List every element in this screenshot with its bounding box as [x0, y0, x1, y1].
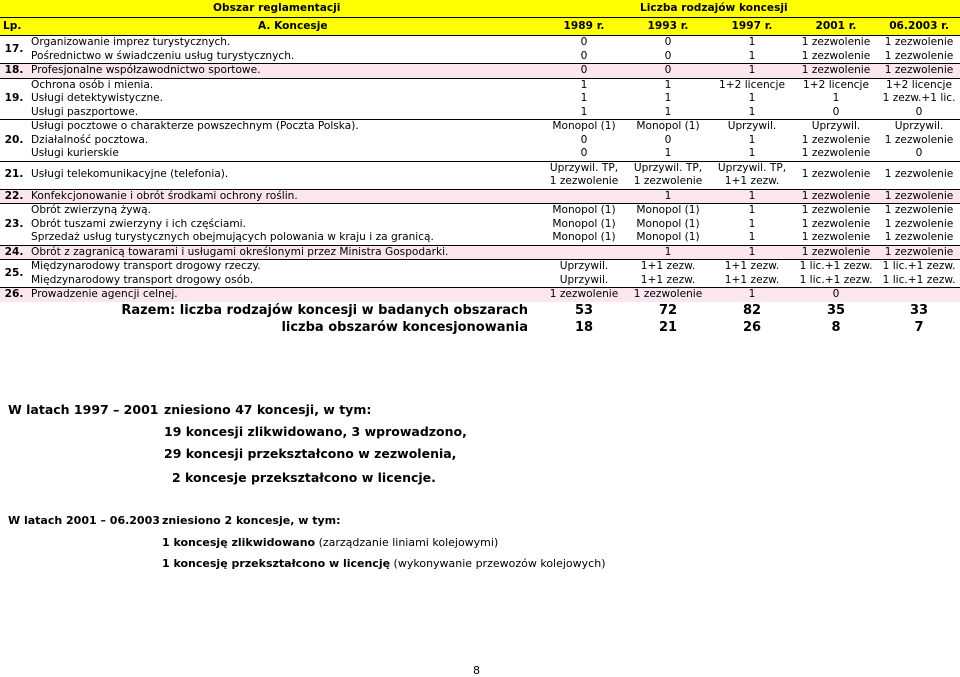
value-text: Uprzywil.: [559, 260, 609, 272]
area-title: Obszar reglamentacji: [28, 0, 542, 18]
total-value: 35: [826, 302, 846, 318]
value-text: 1 zezwolenie: [801, 36, 871, 48]
year-1993: 1993 r.: [626, 18, 710, 36]
value-text: 1: [580, 78, 588, 91]
value-cell: [542, 36, 626, 64]
row-item-text: Obrót tuszami zwierzyny i ich częściami.: [31, 217, 246, 230]
value-text: 1 zezwolenie: [884, 204, 954, 216]
value-cell: [794, 36, 878, 64]
value-text: 1: [748, 245, 756, 258]
value-cell: [710, 161, 794, 189]
value-text: 1 zezwolenie: [801, 231, 871, 243]
value-cell: [626, 189, 710, 204]
value-cell: [626, 78, 710, 120]
value-text: Uprzywil. TP,: [717, 161, 787, 174]
total-label-1: Razem: liczba rodzajów koncesji w badanych obszarach: [121, 302, 528, 318]
value-cell: [542, 189, 626, 204]
value-cell: [542, 120, 626, 162]
value-cell: [878, 78, 960, 120]
value-text: 1+1 zezw.: [724, 273, 780, 286]
value-cell: [710, 120, 794, 162]
table: [0, 0, 960, 336]
row-item-text: Profesjonalne współzawodnictwo sportowe.: [31, 64, 261, 76]
row-items: [28, 189, 542, 204]
total-value: 82: [742, 302, 762, 318]
value-text: Monopol (1): [552, 217, 616, 230]
value-cell: [626, 288, 710, 302]
value-text: 1: [664, 105, 672, 118]
table-row: [0, 36, 960, 64]
value-text: 1 zezwolenie: [801, 168, 871, 181]
value-text: Monopol (1): [636, 231, 700, 243]
value-text: Monopol (1): [636, 217, 700, 230]
value-text: Uprzywil. TP,: [549, 161, 619, 174]
row-item-text: Sprzedaż usług turystycznych obejmujących polowania w kraju i za granicą.: [31, 231, 434, 243]
value-text: 1 lic.+1 zezw.: [799, 260, 873, 272]
value-text: 1: [832, 92, 840, 104]
value-text: Uprzywil.: [727, 120, 777, 132]
value-text: 1+1 zezw.: [724, 175, 780, 187]
year-1989: 1989 r.: [542, 18, 626, 36]
row-item-text: Prowadzenie agencji celnej.: [31, 288, 178, 300]
row-item-text: Międzynarodowy transport drogowy osób.: [31, 273, 254, 286]
value-text: 0: [580, 36, 588, 48]
header-row-top: [0, 0, 960, 18]
value-text: 0: [915, 147, 923, 159]
value-cell: [626, 260, 710, 288]
value-cell: [878, 120, 960, 162]
total-value: 21: [658, 319, 678, 335]
value-text: 1+2 licencje: [886, 78, 952, 91]
total-value: 53: [574, 302, 594, 318]
p2-line-2: [162, 557, 605, 570]
value-text: 1: [748, 231, 756, 243]
row-item-text: Obrót zwierzyną żywą.: [31, 204, 151, 216]
value-cell: [710, 78, 794, 120]
row-items: [28, 245, 542, 260]
total-1989: [542, 302, 626, 336]
value-text: Monopol (1): [552, 231, 616, 243]
value-cell: [542, 245, 626, 260]
row-number: 20.: [0, 120, 28, 162]
value-text: 1: [748, 288, 756, 300]
value-text: 1 lic.+1 zezw.: [882, 260, 956, 272]
value-cell: [710, 64, 794, 79]
row-item-text: Usługi detektywistyczne.: [31, 92, 164, 104]
value-text: 1: [748, 189, 756, 202]
value-text: 1: [748, 217, 756, 230]
value-cell: [794, 120, 878, 162]
table-row: [0, 260, 960, 288]
value-text: Uprzywil.: [894, 120, 944, 132]
col-lp: Lp.: [0, 18, 28, 36]
value-text: 0: [580, 64, 588, 76]
value-text: 1: [664, 78, 672, 91]
value-cell: [794, 288, 878, 302]
total-row: [0, 302, 960, 336]
value-text: Monopol (1): [636, 204, 700, 216]
row-item-text: Obrót z zagranicą towarami i usługami określonymi przez Ministra Gospodarki.: [31, 245, 449, 258]
value-text: 1 zezwolenie: [801, 189, 871, 202]
value-text: 0: [664, 36, 672, 48]
total-value: 8: [831, 319, 841, 335]
value-cell: [542, 161, 626, 189]
row-number: 21.: [0, 161, 28, 189]
value-text: 1 zezwolenie: [801, 245, 871, 258]
row-items: [28, 260, 542, 288]
value-cell: [626, 204, 710, 246]
total-value: 26: [742, 319, 762, 335]
value-cell: [626, 36, 710, 64]
row-items: [28, 78, 542, 120]
row-number: 22.: [0, 189, 28, 204]
value-cell: [794, 78, 878, 120]
value-text: 0: [832, 288, 840, 300]
total-label: [28, 302, 542, 336]
row-items: [28, 288, 542, 302]
row-item-text: Pośrednictwo w świadczeniu usług turystycznych.: [31, 49, 295, 62]
value-cell: [542, 288, 626, 302]
p1-line-2: 29 koncesji przekształcono w zezwolenia,: [164, 446, 457, 461]
value-cell: [878, 161, 960, 189]
value-text: 1 zezwolenie: [884, 245, 954, 258]
value-text: 1 lic.+1 zezw.: [882, 273, 956, 286]
header-row-years: [0, 18, 960, 36]
table-row: [0, 245, 960, 260]
value-cell: [878, 64, 960, 79]
value-text: 1+1 zezw.: [640, 273, 696, 286]
row-number: 26.: [0, 288, 28, 302]
p1-line-3: 2 koncesje przekształcono w licencje.: [172, 470, 436, 485]
value-text: 1 zezwolenie: [633, 288, 703, 300]
row-item-text: Usługi kurierskie: [31, 147, 119, 159]
total-value: 33: [909, 302, 929, 318]
value-cell: [710, 288, 794, 302]
p2-line-2-bold: 1 koncesję przekształcono w licencję: [162, 557, 391, 570]
value-text: 0: [915, 105, 923, 118]
value-text: 1+2 licencje: [803, 78, 869, 91]
p2-line-1-rest: (zarządzanie liniami kolejowymi): [315, 536, 499, 549]
value-text: 1+1 zezw.: [640, 260, 696, 272]
value-text: 1: [748, 36, 756, 48]
value-text: 1 zezwolenie: [633, 175, 703, 187]
value-cell: [878, 189, 960, 204]
value-text: 1: [748, 204, 756, 216]
value-text: 1 zezw.+1 lic.: [882, 92, 956, 104]
value-text: 0: [580, 133, 588, 146]
total-value: 72: [658, 302, 678, 318]
col-name: A. Koncesje: [28, 18, 542, 36]
row-number: 23.: [0, 204, 28, 246]
value-text: 1: [664, 92, 672, 104]
value-text: 1 zezwolenie: [884, 133, 954, 146]
value-text: 1+2 licencje: [719, 78, 785, 91]
value-cell: [626, 161, 710, 189]
value-text: Monopol (1): [552, 120, 616, 132]
value-cell: [878, 36, 960, 64]
year-2001: 2001 r.: [794, 18, 878, 36]
value-text: Uprzywil.: [811, 120, 861, 132]
value-text: Uprzywil. TP,: [633, 161, 703, 174]
value-text: 1 zezwolenie: [884, 231, 954, 243]
row-items: [28, 120, 542, 162]
row-item-text: Międzynarodowy transport drogowy rzeczy.: [31, 260, 261, 272]
table-row: [0, 120, 960, 162]
value-text: 1 zezwolenie: [884, 49, 954, 62]
value-cell: [710, 260, 794, 288]
row-number: 19.: [0, 78, 28, 120]
p2-line-2-rest: (wykonywanie przewozów kolejowych): [390, 557, 606, 570]
table-row: [0, 204, 960, 246]
row-item-text: Działalność pocztowa.: [31, 133, 149, 146]
p2-line-1: [162, 536, 498, 549]
year-1997: 1997 r.: [710, 18, 794, 36]
p2-line-1-bold: 1 koncesję zlikwidowano: [162, 536, 316, 549]
value-cell: [542, 204, 626, 246]
value-text: 1 zezwolenie: [801, 147, 871, 159]
value-text: 1 zezwolenie: [884, 168, 954, 181]
row-number: 25.: [0, 260, 28, 288]
value-text: 1 zezwolenie: [801, 49, 871, 62]
value-text: 1 zezwolenie: [884, 189, 954, 202]
value-text: 1: [580, 105, 588, 118]
page-number: 8: [473, 664, 480, 677]
value-text: 1 lic.+1 zezw.: [799, 273, 873, 286]
row-items: [28, 204, 542, 246]
table-row: [0, 64, 960, 79]
value-cell: [542, 260, 626, 288]
value-text: 0: [664, 64, 672, 76]
value-text: Uprzywil.: [559, 273, 609, 286]
value-cell: [878, 204, 960, 246]
value-text: 1: [748, 49, 756, 62]
value-text: 1 zezwolenie: [884, 36, 954, 48]
value-cell: [626, 245, 710, 260]
row-item-text: Usługi pocztowe o charakterze powszechnym (Poczta Polska).: [31, 120, 359, 132]
total-1993: [626, 302, 710, 336]
value-text: Monopol (1): [552, 204, 616, 216]
value-text: 1 zezwolenie: [801, 217, 871, 230]
value-text: 1 zezwolenie: [801, 64, 871, 76]
value-text: 1: [748, 105, 756, 118]
count-title: Liczba rodzajów koncesji: [542, 0, 960, 18]
row-items: [28, 161, 542, 189]
value-text: 1 zezwolenie: [549, 288, 619, 300]
value-text: 1: [748, 133, 756, 146]
value-cell: [710, 36, 794, 64]
value-cell: [794, 161, 878, 189]
value-text: 1 zezwolenie: [884, 64, 954, 76]
value-text: 1 zezwolenie: [801, 133, 871, 146]
row-item-text: Usługi telekomunikacyjne (telefonia).: [31, 168, 229, 181]
p1-heading: zniesiono 47 koncesji, w tym:: [164, 402, 372, 417]
value-cell: [878, 245, 960, 260]
row-number: 17.: [0, 36, 28, 64]
value-cell: [626, 64, 710, 79]
value-cell: [710, 245, 794, 260]
value-text: 1: [748, 147, 756, 159]
total-label-2: liczba obszarów koncesjonowania: [281, 319, 528, 335]
value-text: 1+1 zezw.: [724, 260, 780, 272]
value-cell: [542, 78, 626, 120]
table-row: [0, 78, 960, 120]
value-cell: [794, 245, 878, 260]
p1-line-1: 19 koncesji zlikwidowano, 3 wprowadzono,: [164, 424, 467, 439]
value-text: 1: [664, 189, 672, 202]
value-text: 1 zezwolenie: [884, 217, 954, 230]
row-number: 18.: [0, 64, 28, 79]
value-text: 1: [748, 64, 756, 76]
value-text: 1 zezwolenie: [549, 175, 619, 187]
total-2003: [878, 302, 960, 336]
value-text: 1 zezwolenie: [801, 204, 871, 216]
value-text: 0: [664, 49, 672, 62]
value-cell: [794, 204, 878, 246]
row-number: 24.: [0, 245, 28, 260]
value-cell: [542, 64, 626, 79]
row-item-text: Ochrona osób i mienia.: [31, 78, 154, 91]
value-text: 1: [580, 92, 588, 104]
value-cell: [710, 204, 794, 246]
p2-heading: zniesiono 2 koncesje, w tym:: [162, 514, 341, 527]
value-cell: [626, 120, 710, 162]
row-item-text: Organizowanie imprez turystycznych.: [31, 36, 231, 48]
value-text: 0: [580, 147, 588, 159]
row-items: [28, 36, 542, 64]
table-row: [0, 189, 960, 204]
value-text: 0: [832, 105, 840, 118]
value-text: 1: [664, 147, 672, 159]
row-items: [28, 64, 542, 79]
value-cell: [878, 288, 960, 302]
total-2001: [794, 302, 878, 336]
value-cell: [794, 189, 878, 204]
value-text: 1: [664, 245, 672, 258]
period-1997-2001: W latach 1997 – 2001: [8, 402, 159, 417]
period-2001-2003: W latach 2001 – 06.2003: [8, 514, 160, 527]
value-text: 0: [664, 133, 672, 146]
value-cell: [878, 260, 960, 288]
total-value: 7: [914, 319, 924, 335]
value-cell: [794, 260, 878, 288]
value-text: Monopol (1): [636, 120, 700, 132]
table-row: [0, 161, 960, 189]
row-item-text: Konfekcjonowanie i obrót środkami ochrony roślin.: [31, 189, 298, 202]
value-text: 1: [748, 92, 756, 104]
total-value: 18: [574, 319, 594, 335]
total-1997: [710, 302, 794, 336]
year-2003: 06.2003 r.: [878, 18, 960, 36]
value-cell: [710, 189, 794, 204]
row-item-text: Usługi paszportowe.: [31, 105, 139, 118]
table-row: [0, 288, 960, 302]
value-cell: [794, 64, 878, 79]
value-text: 0: [580, 49, 588, 62]
